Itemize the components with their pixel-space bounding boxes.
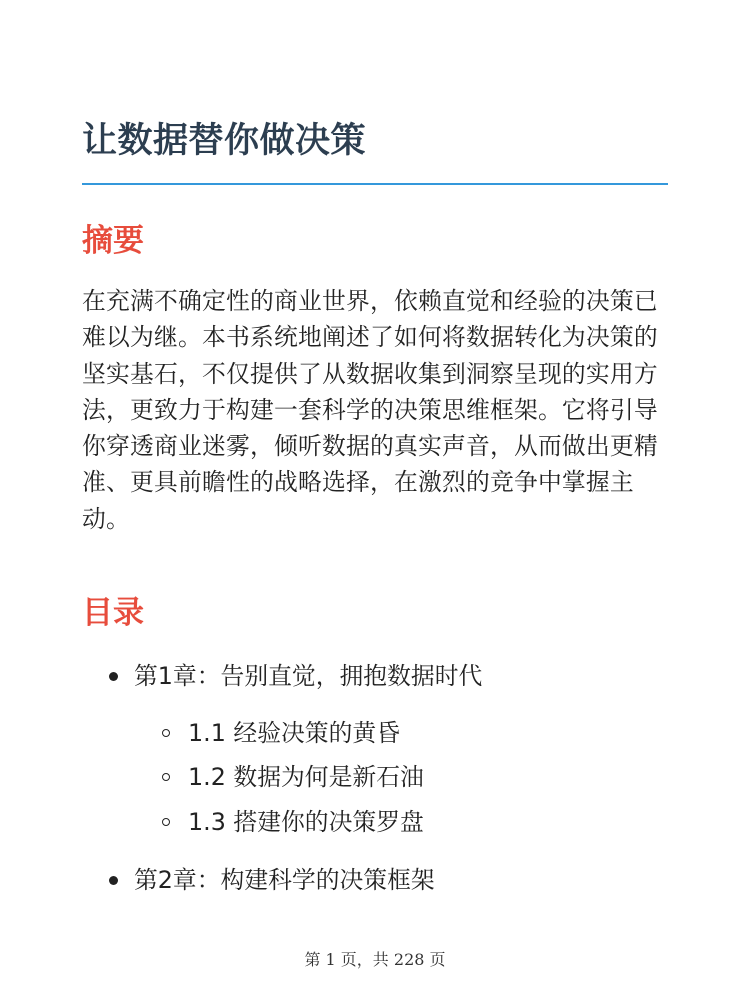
toc-section-label: 1.1 经验决策的黄昏 bbox=[188, 719, 400, 747]
toc-section-label: 1.2 数据为何是新石油 bbox=[188, 763, 424, 791]
abstract-heading: 摘要 bbox=[82, 223, 144, 259]
page-footer: 第 1 页，共 228 页 bbox=[304, 950, 446, 969]
abstract-text: 在充满不确定性的商业世界，依赖直觉和经验的决策已难以为继。本书系统地阐述了如何将数据转化为决策的坚实基石，不仅提供了从数据收集到洞察呈现的实用方法，更致力于构建一套科学的决策思维框架。它将引导你穿透商业迷雾，倾听数据的真实声音，从而做出更精准、更具前瞻性的战略选择，在激烈的竞争中掌握主动。 bbox=[82, 287, 658, 533]
document-title: 让数据替你做决策 bbox=[82, 121, 367, 161]
toc-chapter-label: 第1章：告别直觉，拥抱数据时代 bbox=[134, 662, 483, 690]
bullet-disc-icon bbox=[109, 672, 118, 681]
toc-chapter-label: 第2章：构建科学的决策框架 bbox=[134, 866, 435, 894]
bullet-circle-icon bbox=[162, 818, 170, 826]
bullet-disc-icon bbox=[109, 876, 118, 885]
bullet-circle-icon bbox=[162, 729, 170, 737]
toc-heading: 目录 bbox=[82, 595, 144, 631]
toc-section-label: 1.3 搭建你的决策罗盘 bbox=[188, 808, 424, 836]
bullet-circle-icon bbox=[162, 773, 170, 781]
